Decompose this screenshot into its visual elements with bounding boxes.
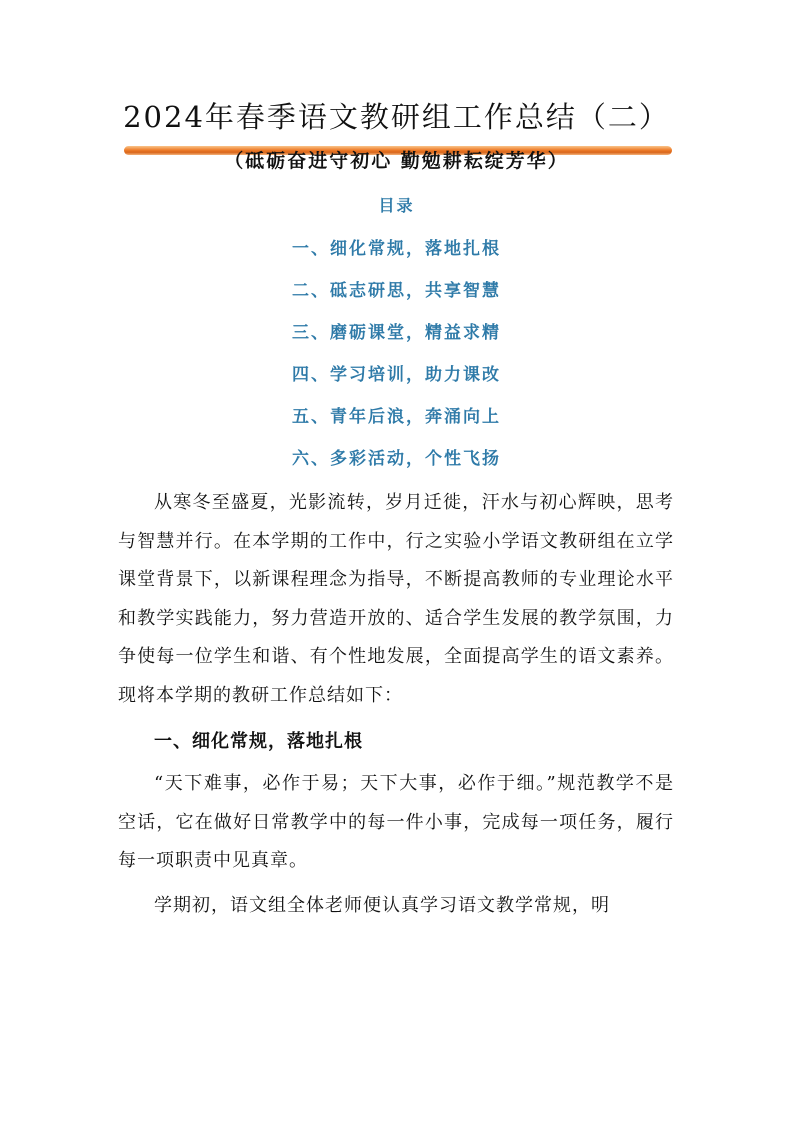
toc-item[interactable]: 四、学习培训，助力课改	[292, 365, 501, 385]
body-paragraph: 学期初，语文组全体老师便认真学习语文教学常规，明	[154, 894, 610, 916]
toc-item[interactable]: 三、磨砺课堂，精益求精	[292, 323, 501, 343]
toc-heading: 目录	[378, 196, 415, 215]
document-subtitle: （砥砺奋进守初心 勤勉耕耘绽芳华）	[224, 150, 569, 172]
toc-item[interactable]: 五、青年后浪，奔涌向上	[292, 407, 501, 427]
document-body	[118, 484, 674, 925]
section-heading: 一、细化常规，落地扎根	[154, 731, 363, 752]
toc-item[interactable]: 六、多彩活动，个性飞扬	[292, 449, 501, 469]
body-paragraph: “天下难事，必作于易；天下大事，必作于细。”规范教学不是空话，它在做好日常教学中的每一件小事，完成每一项任务，履行每一项职责中见真章。	[118, 773, 674, 871]
document-title: 2024年春季语文教研组工作总结（二）	[123, 100, 670, 134]
toc-item[interactable]: 二、砥志研思，共享智慧	[292, 281, 501, 301]
table-of-contents	[0, 235, 793, 487]
toc-item[interactable]: 一、细化常规，落地扎根	[292, 239, 501, 259]
intro-paragraph: 从寒冬至盛夏，光影流转，岁月迁徙，汗水与初心辉映，思考与智慧并行。在本学期的工作中，行之实验小学语文教研组在立学课堂背景下，以新课程理念为指导，不断提高教师的专业理论水平和教学实践能力，努力营造开放的、适合学生发展的教学氛围，力争使每一位学生和谐、有个性地发展，全面提高学生的语文素养。现将本学期的教研工作总结如下：	[118, 492, 674, 706]
